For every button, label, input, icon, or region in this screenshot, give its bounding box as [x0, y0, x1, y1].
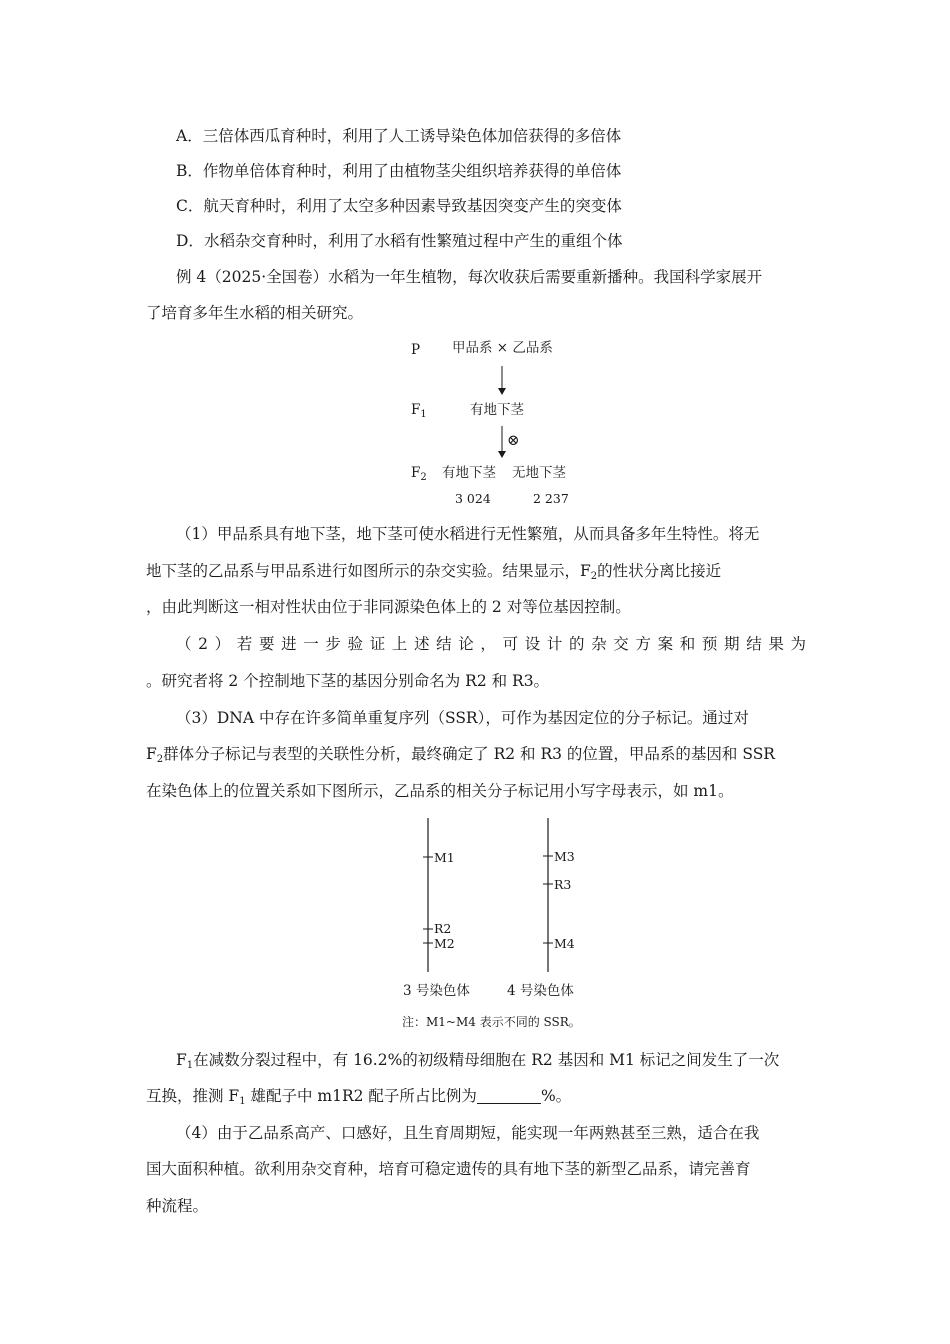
option-letter: C．	[176, 197, 204, 215]
option-text: 航天育种时，利用了太空多种因素导致基因突变产生的突变体	[203, 197, 622, 215]
f2-phenotype-with-rhizome: 有地下茎	[442, 465, 496, 481]
example-line-1: 例 4（2025·全国卷）水稻为一年生植物，每次收获后需要重新播种。我国科学家展开	[176, 268, 763, 286]
f2-phenotype-without-rhizome: 无地下茎	[512, 465, 566, 481]
marker-m3: M3	[554, 849, 575, 864]
q4-line-3: 种流程。	[146, 1197, 209, 1215]
f1-letter: F	[411, 402, 421, 418]
q1-text: 地下茎的乙品系与甲品系进行如图所示的杂交实验。结果显示，F	[146, 562, 591, 580]
q4-line-1: （4）由于乙品系高产、口感好，且生育周期短，能实现一年两熟甚至三熟，适合在我	[176, 1124, 760, 1142]
marker-m4: M4	[554, 936, 575, 951]
subscript: 2	[156, 754, 164, 765]
chromosome-4-caption: 4 号染色体	[507, 983, 574, 999]
q3-line-3: 在染色体上的位置关系如下图所示，乙品系的相关分子标记用小写字母表示，如 m1。	[146, 782, 734, 800]
q3b-line-2	[146, 1084, 806, 1108]
option-text: 三倍体西瓜育种时，利用了人工诱导染色体加倍获得的多倍体	[202, 127, 622, 145]
marker-r2: R2	[434, 921, 452, 936]
subscript: 1	[186, 1060, 194, 1071]
q3b-text: 雄配子中 m1R2 配子所占比例为	[245, 1087, 477, 1105]
option-text: 作物单倍体育种时，利用了由植物茎尖组织培养获得的单倍体	[202, 162, 622, 180]
option-letter: D．	[176, 232, 204, 250]
f2-subscript: 2	[420, 472, 427, 483]
option-letter: A．	[176, 127, 203, 145]
option-text: 水稻杂交育种时，利用了水稻有性繁殖过程中产生的重组个体	[203, 232, 623, 250]
f2-count-without-rhizome: 2 237	[533, 491, 569, 506]
marker-m1: M1	[434, 850, 455, 865]
marker-m2: M2	[434, 936, 455, 951]
q3-line-1: （3）DNA 中存在许多简单重复序列（SSR），可作为基因定位的分子标记。通过对	[176, 709, 749, 727]
p-generation-label: P	[411, 342, 421, 358]
subscript: 1	[239, 1096, 246, 1107]
q4-line-2: 国大面积种植。欲利用杂交育种，培育可稳定遗传的具有地下茎的新型乙品系，请完善育	[146, 1160, 751, 1178]
q3b-text: 在减数分裂过程中，有 16.2%的初级精母细胞在 R2 基因和 M1 标记之间发生了一次	[193, 1051, 780, 1069]
q3b-text: F	[176, 1051, 187, 1069]
selfing-symbol: ⊗	[507, 431, 520, 449]
q3b-line-1	[176, 1048, 806, 1072]
option-letter: B．	[176, 162, 203, 180]
f2-count-with-rhizome: 3 024	[455, 491, 491, 506]
subscript: 2	[590, 571, 598, 582]
answer-blank[interactable]	[477, 1087, 541, 1104]
marker-r3: R3	[554, 877, 572, 892]
q3b-text: 互换，推测 F	[146, 1087, 240, 1105]
f2-letter: F	[411, 465, 421, 481]
q1-text: 的性状分离比接近	[597, 562, 722, 580]
parents-cross: 甲品系 × 乙品系	[452, 340, 553, 356]
q1-line-1: （1）甲品系具有地下茎，地下茎可使水稻进行无性繁殖，从而具备多年生特性。将无	[176, 525, 760, 543]
q2-line-2: 。研究者将 2 个控制地下茎的基因分别命名为 R2 和 R3。	[146, 672, 550, 690]
q2-line-1: （2）若要进一步验证上述结论，可设计的杂交方案和预期结果为	[176, 635, 806, 653]
q3b-text: %。	[540, 1087, 572, 1105]
f1-subscript: 1	[420, 409, 427, 420]
diagram-note: 注：M1~M4 表示不同的 SSR。	[402, 1015, 581, 1029]
q3-text: 群体分子标记与表型的关联性分析，最终确定了 R2 和 R3 的位置，甲品系的基因和 SSR	[163, 745, 775, 763]
q3-text: F	[146, 745, 157, 763]
f1-phenotype: 有地下茎	[470, 402, 524, 418]
chromosome-3-caption: 3 号染色体	[403, 983, 470, 999]
q1-line-3: ，由此判断这一相对性状由位于非同源染色体上的 2 对等位基因控制。	[146, 598, 631, 616]
example-line-2: 了培育多年生水稻的相关研究。	[146, 304, 364, 322]
